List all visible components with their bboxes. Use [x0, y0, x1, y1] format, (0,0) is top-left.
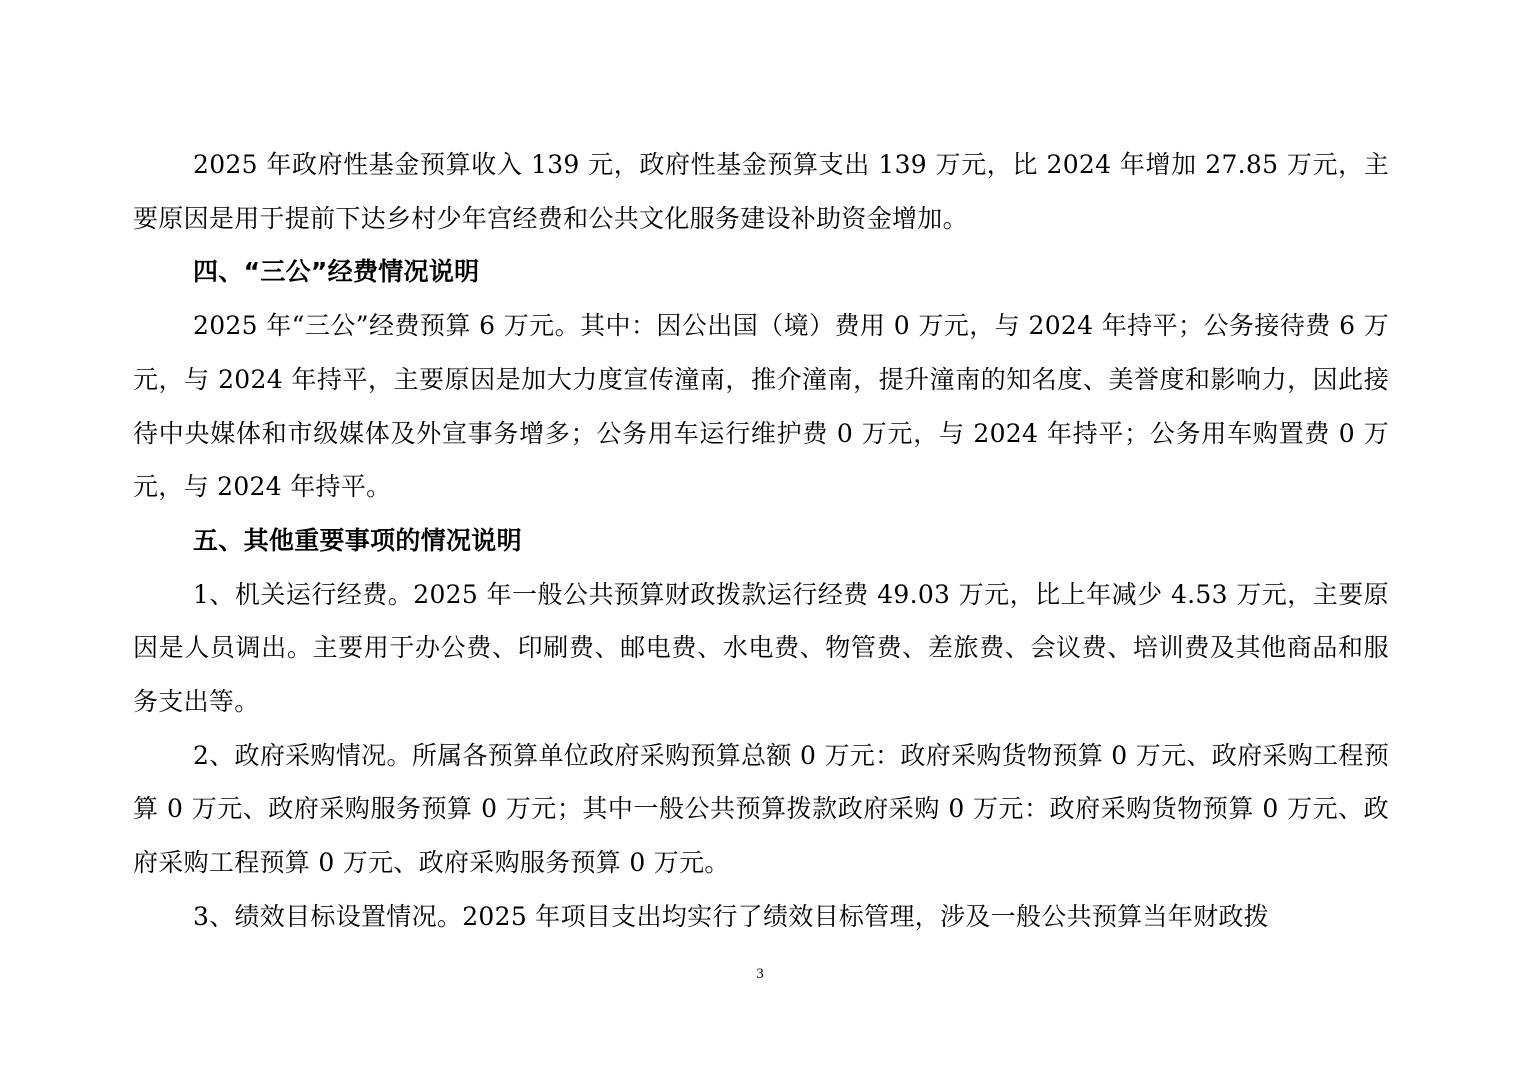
section-heading-three-public: 四、“三公”经费情况说明: [193, 257, 480, 287]
paragraph-fund-budget: 2025 年政府性基金预算收入 139 元，政府性基金预算支出 139 万元，比 2024 年增加 27.85 万元，主要原因是用于提前下达乡村少年宫经费和公共文化服务建设补助资金增加。: [133, 150, 1389, 233]
paragraph-three-public: 2025 年“三公”经费预算 6 万元。其中：因公出国（境）费用 0 万元，与 2024 年持平；公务接待费 6 万元，与 2024 年持平，主要原因是加大力度宣传潼南，推介潼南，提升潼南的知名度、美誉度和影响力，因此接待中央媒体和市级媒体及外宣事务增多；公务用车运行维护费 0 万元，与 2024 年持平；公务用车购置费 0 万元，与 2024 年持平。: [133, 311, 1389, 502]
page-number: 3: [756, 966, 764, 982]
section-heading-other-matters: 五、其他重要事项的情况说明: [193, 525, 522, 555]
document-body: [133, 138, 1389, 944]
paragraph-operating-expenses: 1、机关运行经费。2025 年一般公共预算财政拨款运行经费 49.03 万元，比上年减少 4.53 万元，主要原因是人员调出。主要用于办公费、印刷费、邮电费、水电费、物管费、差旅费、会议费、培训费及其他商品和服务支出等。: [133, 579, 1389, 717]
paragraph-government-procurement: 2、政府采购情况。所属各预算单位政府采购预算总额 0 万元：政府采购货物预算 0 万元、政府采购工程预算 0 万元、政府采购服务预算 0 万元；其中一般公共预算拨款政府采购 0 万元：政府采购货物预算 0 万元、政府采购工程预算 0 万元、政府采购服务预算 0 万元。: [133, 740, 1389, 878]
paragraph-performance-targets: 3、绩效目标设置情况。2025 年项目支出均实行了绩效目标管理，涉及一般公共预算当年财政拨: [193, 901, 1269, 931]
